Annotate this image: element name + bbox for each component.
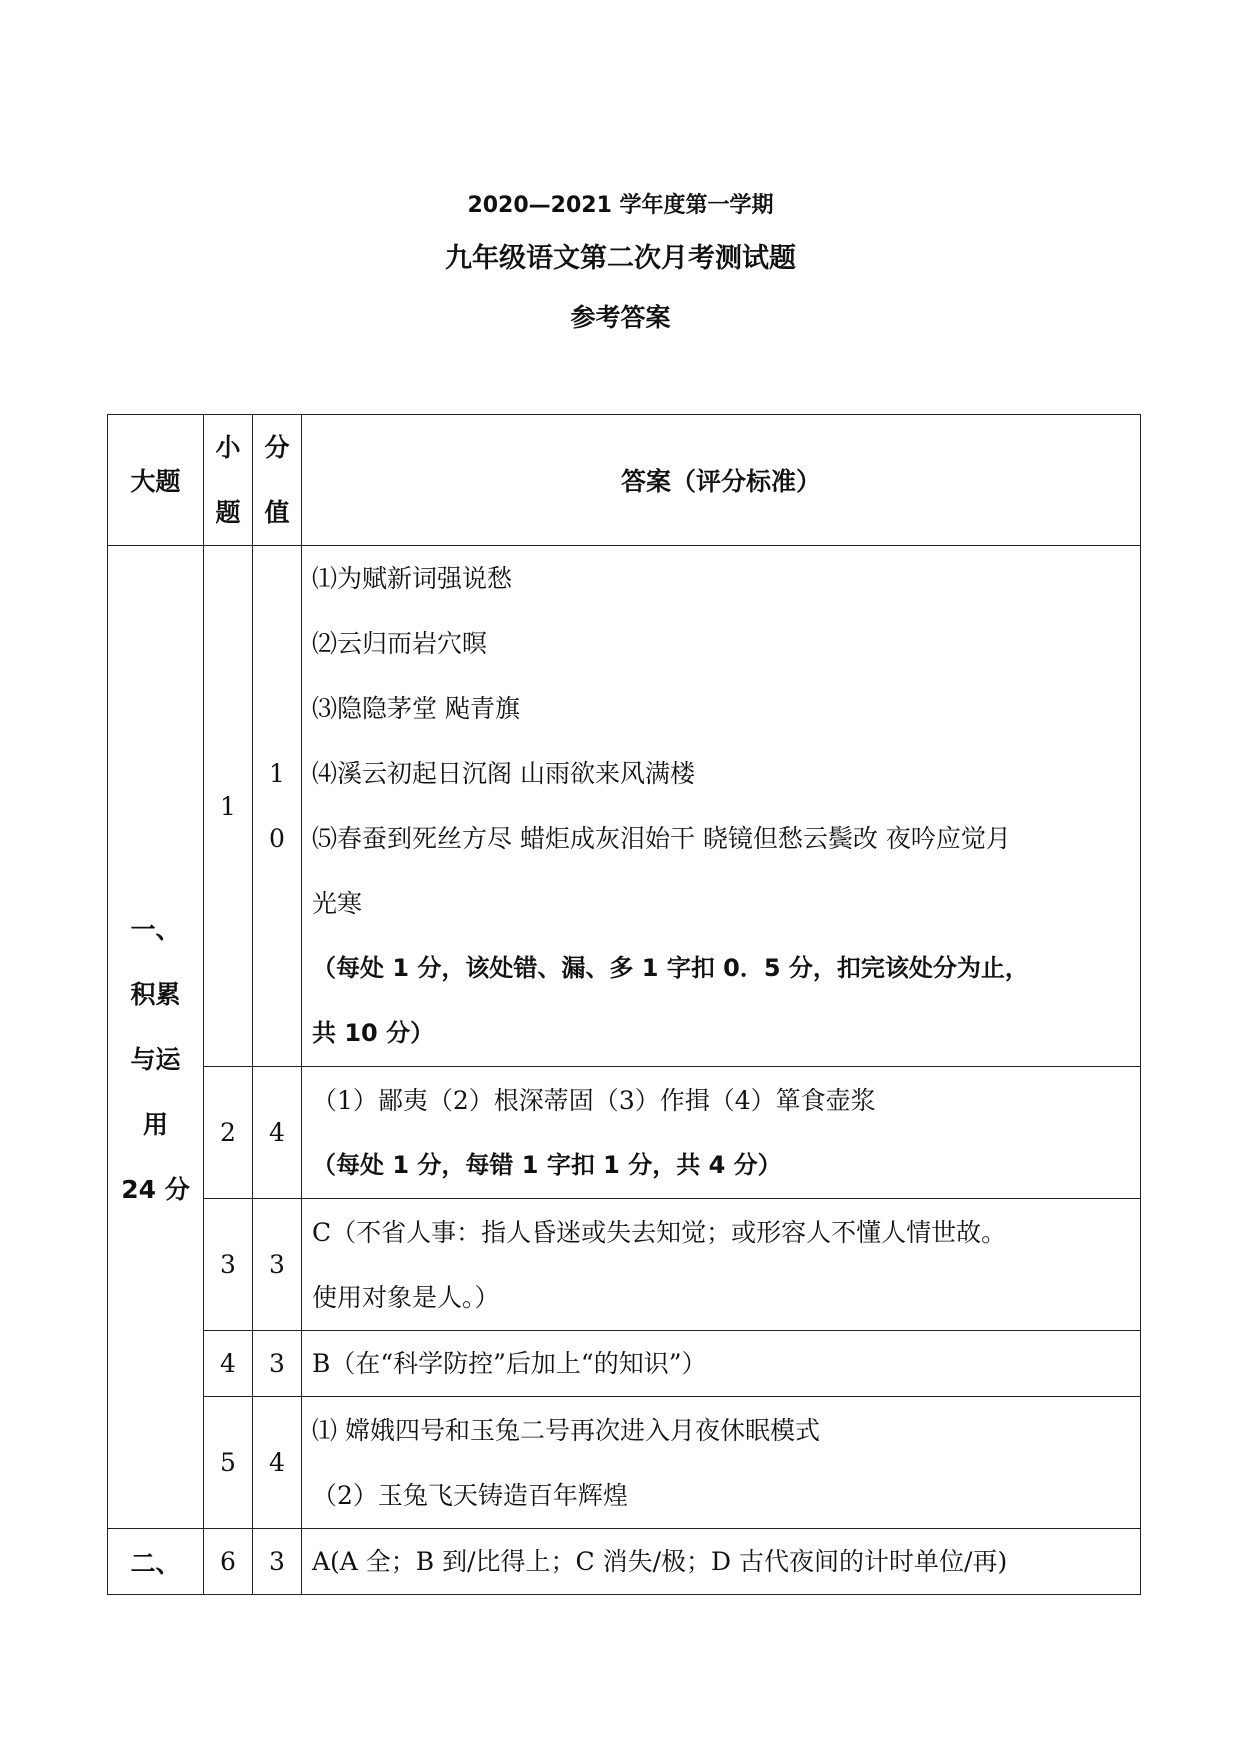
answer-table [107, 414, 1141, 1595]
table-row [108, 1529, 1141, 1595]
header-question-line2: 题 [215, 498, 241, 527]
table-row [108, 1067, 1141, 1199]
section-1-line1: 一、 [130, 915, 181, 944]
header-score-line1: 分 [264, 433, 290, 462]
question-score: 4 [253, 1067, 302, 1199]
table-header-row [108, 415, 1141, 546]
section-1-line5: 24 分 [121, 1175, 190, 1204]
answer-line: （1）鄙夷（2）根深蒂固（3）作揖（4）箪食壶浆 [312, 1085, 876, 1115]
header-section: 大题 [108, 415, 204, 546]
question-number: 5 [204, 1397, 253, 1529]
answer-line: ⑴为赋新词强说愁 [312, 564, 513, 593]
question-number: 4 [204, 1331, 253, 1397]
answer-cell [302, 1331, 1141, 1397]
answer-line: ⑵云归而岩穴暝 [312, 629, 488, 658]
section-1-cell [108, 546, 204, 1529]
answer-cell [302, 546, 1141, 1067]
question-number: 3 [204, 1199, 253, 1331]
answer-cell [302, 1529, 1141, 1595]
answer-line: ⑶隐隐茅堂 飐青旗 [312, 694, 520, 723]
table-row [108, 1199, 1141, 1331]
header-score-line2: 值 [264, 498, 290, 527]
answer-cell [302, 1199, 1141, 1331]
document-exam-title: 九年级语文第二次月考测试题 [445, 243, 796, 274]
scoring-note: 共 10 分） [312, 1019, 435, 1047]
table-row [108, 546, 1141, 1067]
question-score [253, 546, 302, 1067]
section-2-cell: 二、 [108, 1529, 204, 1595]
header-answer: 答案（评分标准） [302, 415, 1141, 546]
table-row [108, 1331, 1141, 1397]
question-number: 1 [204, 546, 253, 1067]
answer-line: 光寒 [312, 889, 363, 918]
scoring-note: （每处 1 分，该处错、漏、多 1 字扣 0．5 分，扣完该处分为止， [312, 954, 1029, 982]
section-1-line3: 与运 [130, 1045, 181, 1074]
question-score: 3 [253, 1529, 302, 1595]
answer-line: ⑸春蚕到死丝方尽 蜡炬成灰泪始干 晓镜但愁云鬓改 夜吟应觉月 [312, 824, 1011, 853]
header-question [204, 415, 253, 546]
header-question-line1: 小 [215, 433, 241, 462]
question-score: 4 [253, 1397, 302, 1529]
answer-cell [302, 1067, 1141, 1199]
document-year-title: 2020—2021 学年度第一学期 [467, 193, 774, 218]
table-row [108, 1397, 1141, 1529]
answer-line: A(A 全；B 到/比得上；C 消失/极；D 古代夜间的计时单位/再) [312, 1547, 1008, 1576]
header-score [253, 415, 302, 546]
answer-line: ⑴ 嫦娥四号和玉兔二号再次进入月夜休眠模式 [312, 1415, 820, 1445]
section-1-line2: 积累 [130, 980, 181, 1009]
answer-line: C（不省人事：指人昏迷或失去知觉；或形容人不懂人情世故。 [312, 1217, 1007, 1247]
question-number: 2 [204, 1067, 253, 1199]
question-score-line2: 0 [269, 824, 285, 853]
question-score: 3 [253, 1331, 302, 1397]
answer-line: 使用对象是人。） [312, 1282, 500, 1312]
answer-line: （2）玉兔飞天铸造百年辉煌 [312, 1480, 628, 1510]
scoring-note: （每处 1 分，每错 1 字扣 1 分，共 4 分） [312, 1150, 782, 1179]
document-answer-title: 参考答案 [570, 303, 671, 332]
question-score-line1: 1 [269, 759, 285, 788]
question-score: 3 [253, 1199, 302, 1331]
question-number: 6 [204, 1529, 253, 1595]
answer-line: B（在“科学防控”后加上“的知识”） [312, 1349, 707, 1378]
answer-cell [302, 1397, 1141, 1529]
answer-line: ⑷溪云初起日沉阁 山雨欲来风满楼 [312, 759, 695, 788]
section-1-line4: 用 [142, 1110, 168, 1139]
